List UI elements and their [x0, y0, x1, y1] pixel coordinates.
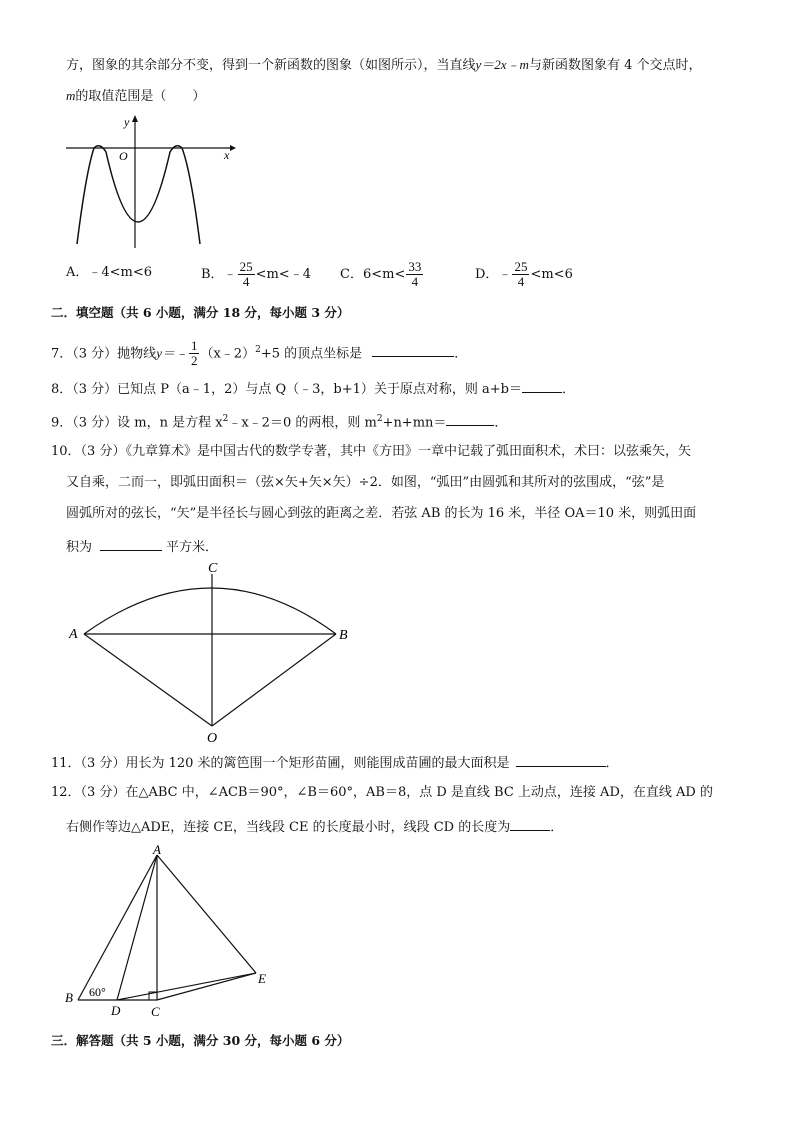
option-a-label: A． — [66, 265, 89, 280]
label-o: O — [207, 731, 218, 746]
option-b-den: 4 — [242, 274, 250, 289]
option-d[interactable] — [475, 258, 573, 292]
q12-line2 — [66, 816, 563, 837]
q9-tail: +n+mn＝ — [382, 415, 447, 431]
option-c-label: C． — [340, 267, 363, 282]
x-axis-arrow-icon — [230, 145, 236, 151]
option-a-text: ﹣4<m<6 — [88, 265, 153, 280]
option-d-sign: ﹣ — [498, 267, 512, 282]
q6-prompt: 的取值范围是（ ） — [75, 89, 206, 104]
y-axis-label: y — [124, 115, 130, 129]
q7-prefix: 7．（3 分）抛物线 — [51, 346, 157, 362]
label-a: A — [69, 627, 78, 642]
segment-ae — [157, 855, 256, 973]
q7-den: 2 — [190, 353, 198, 369]
q7-fraction — [189, 339, 200, 368]
option-b-tail: <m<﹣4 — [255, 267, 311, 282]
q10-line4-b: 平方米． — [166, 540, 219, 555]
label-d: D — [111, 1003, 121, 1018]
option-c-fraction — [406, 260, 423, 289]
q6-m: m — [66, 88, 76, 103]
q8-text: 8．（3 分）已知点 P（a﹣1，2）与点 Q（﹣3，b+1）关于原点对称，则 a+b＝ — [51, 382, 522, 397]
label-angle-60: 60° — [89, 985, 106, 999]
segment-ce — [157, 973, 256, 1000]
q11-text: 11．（3 分）用长为 120 米的篱笆围一个矩形苗圃，则能围成苗圃的最大面积是 — [51, 756, 510, 771]
option-d-label: D． — [475, 267, 499, 282]
q10-arc-figure — [62, 558, 362, 748]
q6-text-a: 方，图象的其余部分不变，得到一个新函数的图象（如图所示），当直线 — [66, 58, 476, 73]
q9-head: 9．（3 分）设 m，n 是方程 x — [51, 415, 223, 431]
option-b-sign: ﹣ — [223, 267, 237, 282]
q10-answer-blank[interactable] — [100, 536, 162, 551]
segment-de — [117, 973, 256, 1000]
section-3-heading: 三．解答题（共 5 小题，满分 30 分，每小题 6 分） — [51, 1033, 350, 1048]
option-b-num: 25 — [239, 259, 253, 274]
label-b: B — [339, 628, 348, 643]
q8-answer-blank[interactable] — [522, 378, 562, 393]
option-c-num: 33 — [408, 259, 422, 274]
option-c-den: 4 — [411, 274, 419, 289]
arc — [84, 588, 336, 634]
x-axis-label: x — [224, 148, 230, 162]
label-c: C — [151, 1004, 160, 1019]
q7-eq-tail: （x﹣2） — [200, 346, 256, 362]
q10-line3: 圆弧所对的弦长，“矢”是半径长与圆心到弦的距离之差．若弦 AB 的长为 16 米，半径 OA＝10 米，则弧田面 — [66, 506, 697, 521]
q7-end: ． — [454, 346, 468, 362]
option-b[interactable] — [201, 258, 311, 292]
q9-sup2: 2 — [376, 414, 383, 424]
label-c: C — [208, 561, 218, 576]
q12-triangle-figure — [62, 840, 282, 1022]
label-a: A — [153, 842, 161, 857]
q10-line4-a: 积为 — [66, 540, 93, 555]
segment-ab — [78, 855, 157, 1000]
q6-text-b: 与新函数图象有 4 个交点时， — [528, 58, 702, 73]
q7-eq-head: y＝﹣ — [156, 345, 188, 361]
q9-mid: ﹣x﹣2＝0 的两根，则 m — [228, 415, 377, 431]
option-b-fraction — [238, 260, 255, 289]
q10-line4 — [66, 536, 218, 557]
option-d-den: 4 — [517, 274, 525, 289]
q11-answer-blank[interactable] — [516, 752, 606, 767]
q6-line1 — [66, 56, 702, 75]
q6-equation: y＝2x﹣m — [475, 57, 529, 72]
origin-label: O — [119, 149, 128, 163]
question-7 — [51, 333, 467, 367]
w-shaped-curve — [77, 146, 200, 244]
label-e: E — [258, 971, 266, 986]
q7-sup: 2 — [255, 345, 261, 355]
q9-answer-blank[interactable] — [446, 411, 494, 426]
q12-end: ． — [550, 820, 564, 835]
segment-ao — [84, 634, 212, 726]
segment-ad — [117, 855, 157, 1000]
option-d-tail: <m<6 — [530, 267, 573, 282]
q6-line2 — [66, 87, 205, 106]
question-8 — [51, 378, 575, 399]
q12-line1: 12．（3 分）在△ABC 中，∠ACB＝90°，∠B＝60°，AB＝8，点 D 是直线 BC 上动点，连接 AD，在直线 AD 的 — [51, 785, 713, 800]
question-9 — [51, 410, 507, 432]
q7-eq-end: +5 的顶点坐标是 — [260, 346, 363, 362]
y-axis-arrow-icon — [132, 115, 138, 122]
q9-sup1: 2 — [222, 414, 229, 424]
q7-answer-blank[interactable] — [372, 342, 454, 357]
option-d-num: 25 — [514, 259, 528, 274]
label-b: B — [65, 990, 73, 1005]
q9-end: ． — [494, 415, 508, 431]
q10-line1: 10．（3 分）《九章算术》是中国古代的数学专著，其中《方田》一章中记载了弧田面积术，术曰：以弦乘矢，矢 — [51, 444, 691, 459]
q12-answer-blank[interactable] — [510, 816, 550, 831]
q6-function-graph — [60, 112, 240, 252]
section-2-heading: 二．填空题（共 6 小题，满分 18 分，每小题 3 分） — [51, 305, 350, 320]
question-11 — [51, 752, 619, 773]
q10-line2: 又自乘，二而一，即弧田面积＝（弦×矢+矢×矢）÷2．如图，“弧田”由圆弧和其所对的弦围成，“弦”是 — [66, 475, 665, 490]
q7-num: 1 — [190, 338, 198, 354]
option-a[interactable] — [66, 264, 152, 282]
option-b-label: B． — [201, 267, 224, 282]
q8-end: ． — [562, 382, 576, 397]
q12-line2-text: 右侧作等边△ADE，连接 CE，当线段 CE 的长度最小时，线段 CD 的长度为 — [66, 820, 511, 835]
segment-bo — [212, 634, 336, 726]
option-d-fraction — [512, 260, 529, 289]
option-c[interactable] — [340, 258, 424, 292]
q11-end: ． — [605, 756, 619, 771]
option-c-head: 6<m< — [362, 267, 406, 282]
